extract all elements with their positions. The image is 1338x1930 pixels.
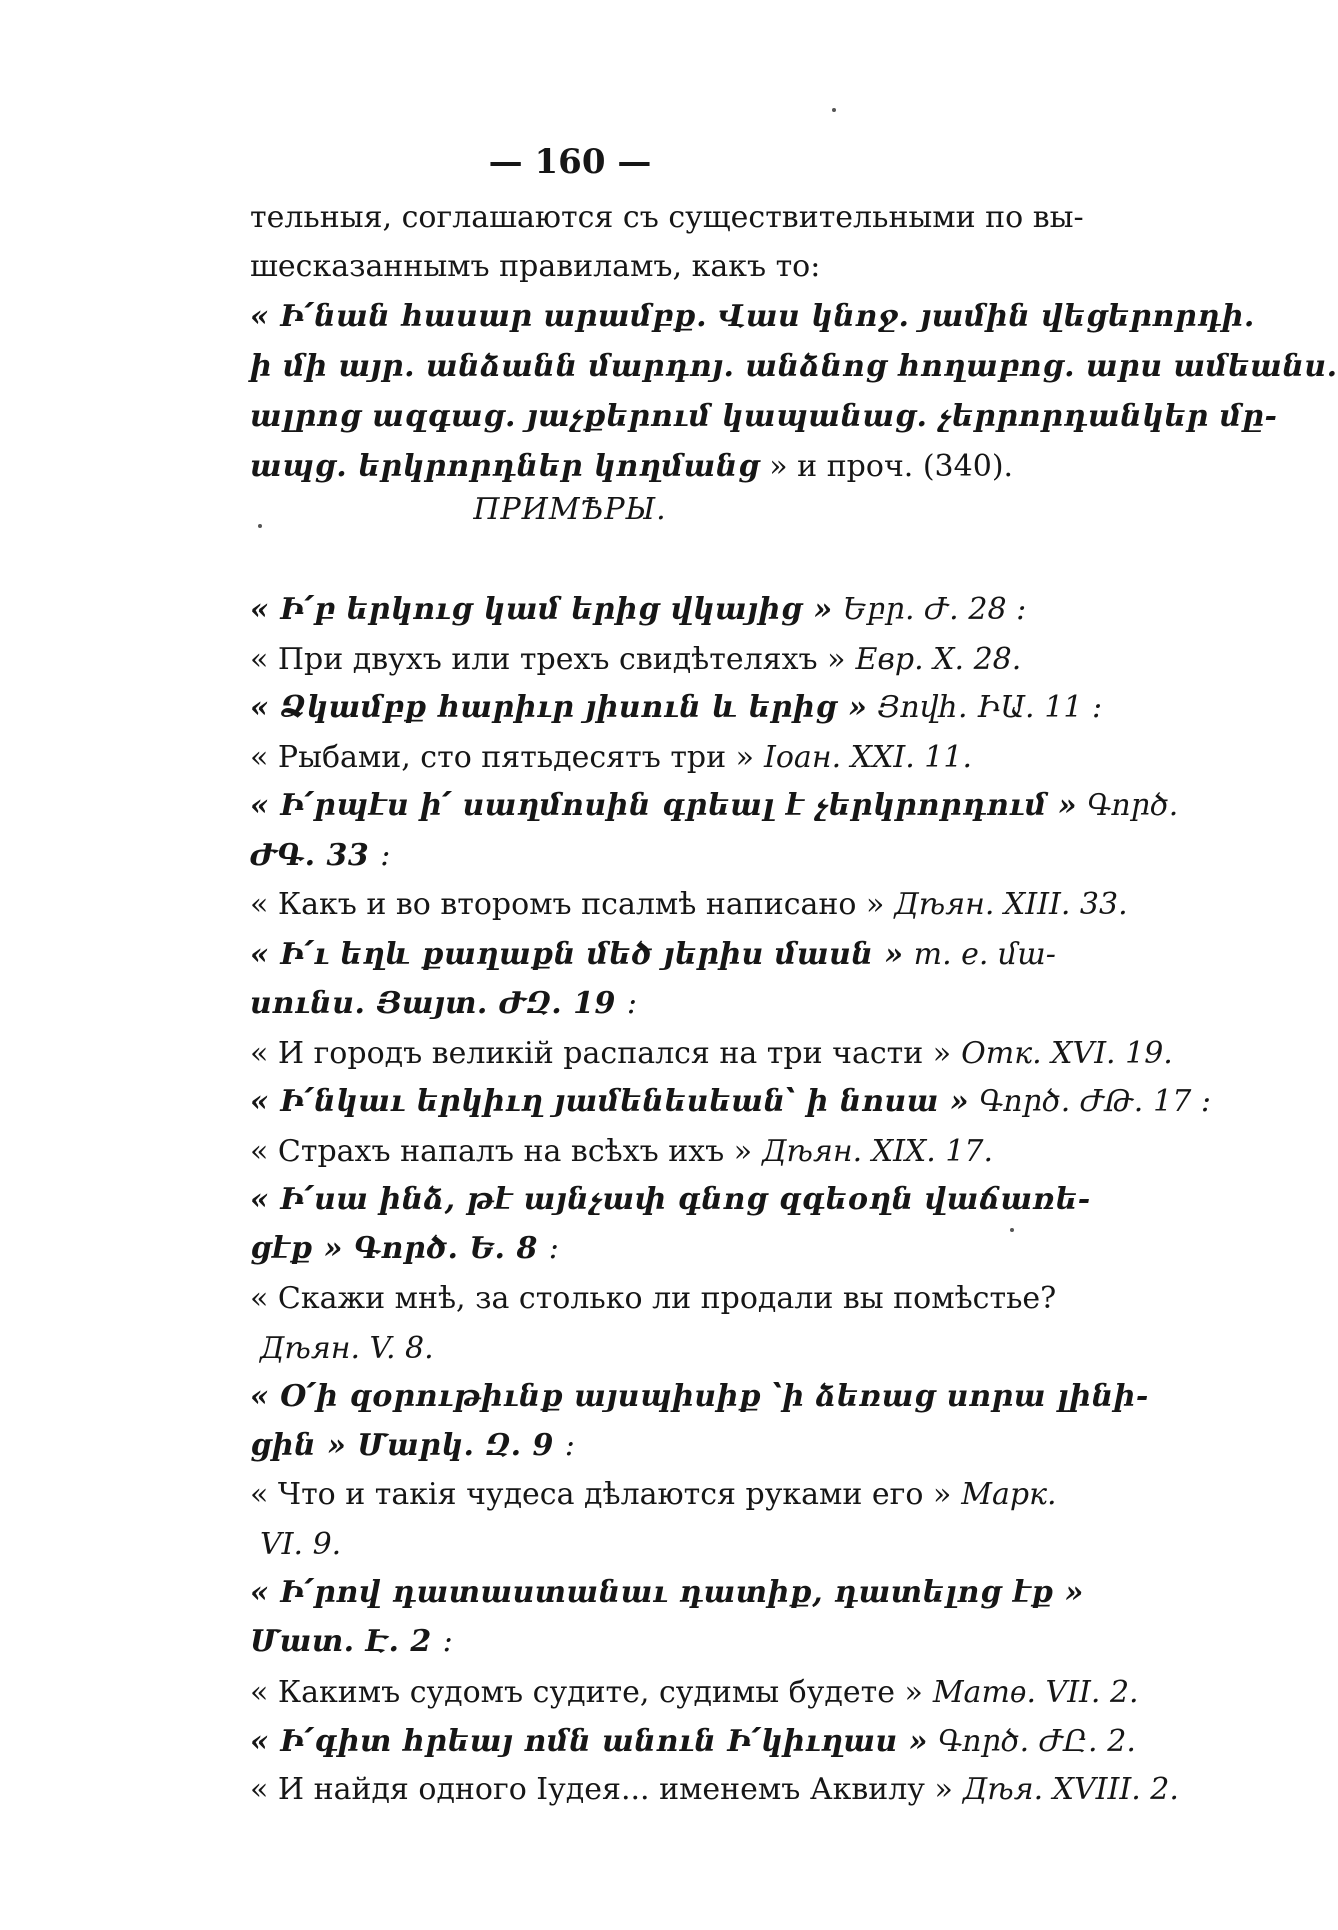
example-line [250,640,1040,680]
russian-translation: « Что и такія чудеса дѣлаются руками его » [250,1477,952,1512]
citation-reference: Գործ․ [1087,788,1179,823]
example-line [250,1034,1173,1074]
russian-translation: « Рыбами, сто пятьдесятъ три » [250,740,755,775]
citation-reference: Евр. X. 28. [855,642,1022,677]
example-line [250,590,1040,630]
citation-reference: Յովհ․ ԻԱ․ 11 ։ [877,690,1103,725]
example-line [250,1329,1040,1369]
armenian-quote: « Ի՛րով դատաստանաւ դատիք, դատելոց էք » [250,1575,1084,1610]
example-line [250,1673,1139,1713]
section-heading: ПРИМѢРЫ. [473,492,667,527]
example-line [250,1722,1136,1762]
russian-translation: « И городъ великій распался на три части » [250,1036,952,1071]
example-line [250,1377,1149,1417]
example-line [250,885,1128,925]
russian-translation: « Какъ и во второмъ псалмѣ написано » [250,887,885,922]
citation-reference: Дѣян. XIX. 17. [762,1134,994,1169]
citation-reference: Եբր․ Ժ․ 28 ։ [842,592,1027,627]
example-line [250,1132,1040,1172]
example-line [250,1622,1040,1662]
example-line [250,1082,1212,1122]
citation-reference: Отк. XVI. 19. [961,1036,1173,1071]
russian-translation: « Страхъ напалъ на всѣхъ ихъ » [250,1134,753,1169]
citation-reference: Іоан. XXI. 11. [764,740,972,775]
armenian-quote: ԺԳ․ 33 ։ [250,838,391,873]
citation-reference: Марк. [961,1477,1057,1512]
example-line [250,1180,1091,1220]
example-line [250,688,1103,728]
example-line [250,1770,1179,1810]
print-speck [832,108,836,112]
citation-reference: Дѣян. XIII. 33. [894,887,1128,922]
print-speck [1010,1228,1014,1232]
citation-reference: т. е. մա- [913,937,1056,972]
intro-line-2: шесказаннымъ правиламъ, какъ то: [250,249,821,284]
armenian-quote: ցէք » Գործ․ Ե․ 8 ։ [250,1231,560,1266]
armenian-quote: « Ի՛րպէս ի՛ սաղմոսին գրեալ է չերկրորդում » [250,788,1078,823]
armenian-block-line-4 [250,447,1040,487]
example-line [250,1475,1057,1515]
armenian-quote: ցին » Մարկ․ Զ․ 9 ։ [250,1428,576,1463]
example-line [250,786,1179,826]
example-line [250,984,1040,1024]
armenian-quote: սունս․ Յայտ․ ԺԶ․ 19 ։ [250,986,638,1021]
example-line [250,1229,1040,1269]
citation-reference: Գործ․ ԺԹ․ 17 ։ [979,1084,1212,1119]
example-line [250,1525,1040,1565]
armenian-quote: « Ի՛գիտ հրեայ ոմն անուն Ի՛կիւղաս » [250,1724,928,1759]
example-line [250,935,1056,975]
example-line [250,1279,1057,1319]
armenian-quote: « Ի՛բ երկուց կամ երից վկայից » [250,592,833,627]
russian-translation: « При двухъ или трехъ свидѣтеляхъ » [250,642,846,677]
russian-translation: « Скажи мнѣ, за столько ли продали вы помѣстье? [250,1281,1057,1316]
armenian-block-line-4-text: ապց․ երկրորդներ կողմանց [250,449,760,484]
citation-reference: Գործ․ ԺԸ․ 2. [937,1724,1136,1759]
page-number: — 160 — [488,142,652,182]
citation-reference: Дѣя. XVIII. 2. [962,1772,1179,1807]
print-speck [258,524,262,528]
armenian-quote: « Օ՛ի զօրութիւնք այսպիսիք ՝ի ձեռաց սորա լինի- [250,1379,1149,1414]
example-line [250,1573,1084,1613]
armenian-quote: « Ի՛նկաւ երկիւղ յամենեսեան՝ ի նոսա » [250,1084,970,1119]
example-line [250,738,1040,778]
armenian-block-line-3: ալրոց ազգաց․ յաչքերում կապանաց․ չերրորդանկեր մը- [250,399,1278,434]
armenian-quote: Մատ․ Է․ 2 ։ [250,1624,454,1659]
example-line [250,836,1040,876]
russian-translation: « И найдя одного Іудея... именемъ Аквилу » [250,1772,953,1807]
armenian-block-line-1: « Ի՛նան հասար արամբք․ Վաս կնոջ․ յամին վեցերորդի․ [250,299,1255,334]
example-line [250,1426,1040,1466]
armenian-quote: « Ի՛ւ եղև քաղաքն մեծ յերիս մասն » [250,937,904,972]
citation-reference: Дѣян. V. 8. [260,1331,434,1366]
armenian-block-line-2: ի մի այր․ անձանն մարդոյ․ անձնոց հողաբոց․ արս ամեանս․ [250,349,1338,384]
citation-reference: Матѳ. VII. 2. [932,1675,1139,1710]
intro-line-1: тельныя, соглашаются съ существительными по вы- [250,200,1084,235]
armenian-quote: « Ձկամբք հարիւր յիսուն և երից » [250,690,868,725]
armenian-block-tail: » и проч. (340). [769,449,1014,484]
armenian-quote: « Ի՛սա ինձ, թէ այնչափ գնոց զգեօղն վաճառե- [250,1182,1091,1217]
russian-translation: « Какимъ судомъ судите, судимы будете » [250,1675,923,1710]
citation-reference: VI. 9. [260,1527,342,1562]
